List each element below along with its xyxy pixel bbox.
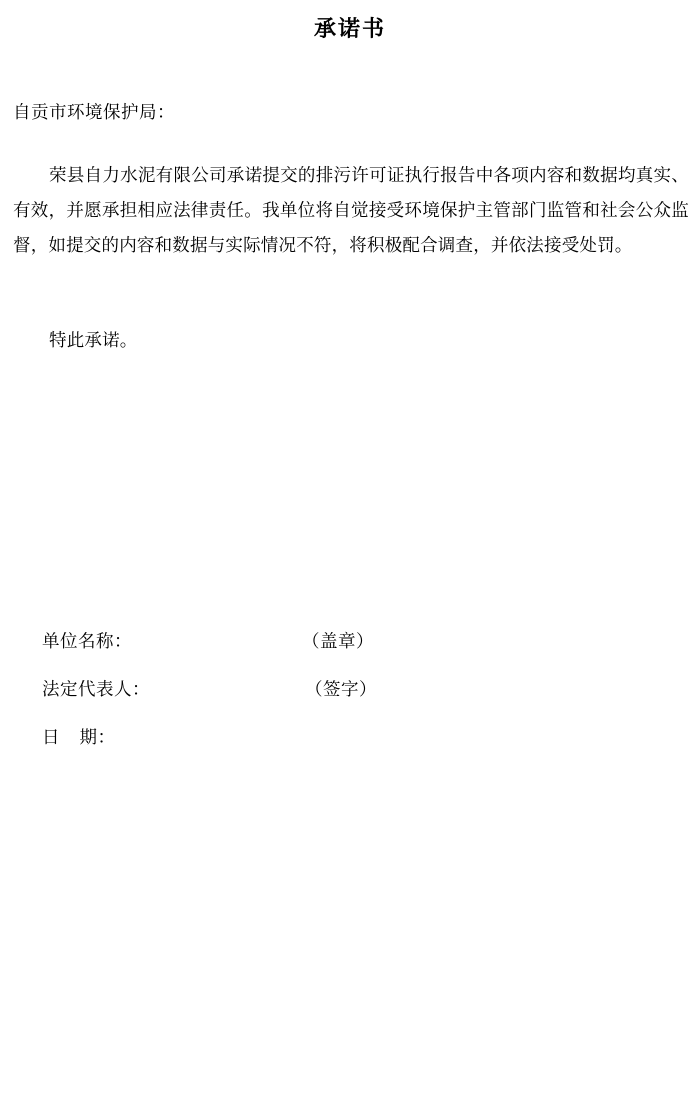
signature-block (42, 628, 662, 772)
addressee-line: 自贡市环境保护局： (13, 102, 175, 122)
closing-paragraph: 特此承诺。 (49, 329, 138, 350)
date-label: 日 期： (42, 727, 116, 747)
signature-row-legal-representative (42, 676, 662, 724)
legal-representative-signature-note: （签字） (305, 679, 377, 699)
unit-name-label: 单位名称： (42, 631, 132, 651)
legal-representative-label: 法定代表人： (42, 679, 150, 699)
page-title: 承诺书 (313, 16, 386, 41)
signature-row-unit-name (42, 628, 662, 676)
commitment-body-paragraph: 荣县自力水泥有限公司承诺提交的排污许可证执行报告中各项内容和数据均真实、有效，并愿承担相应法律责任。我单位将自觉接受环境保护主管部门监管和社会公众监督，如提交的内容和数据与实际情况不符，将积极配合调查，并依法接受处罚。 (13, 164, 689, 255)
unit-name-seal-note: （盖章） (302, 631, 374, 651)
signature-row-date (42, 724, 662, 772)
